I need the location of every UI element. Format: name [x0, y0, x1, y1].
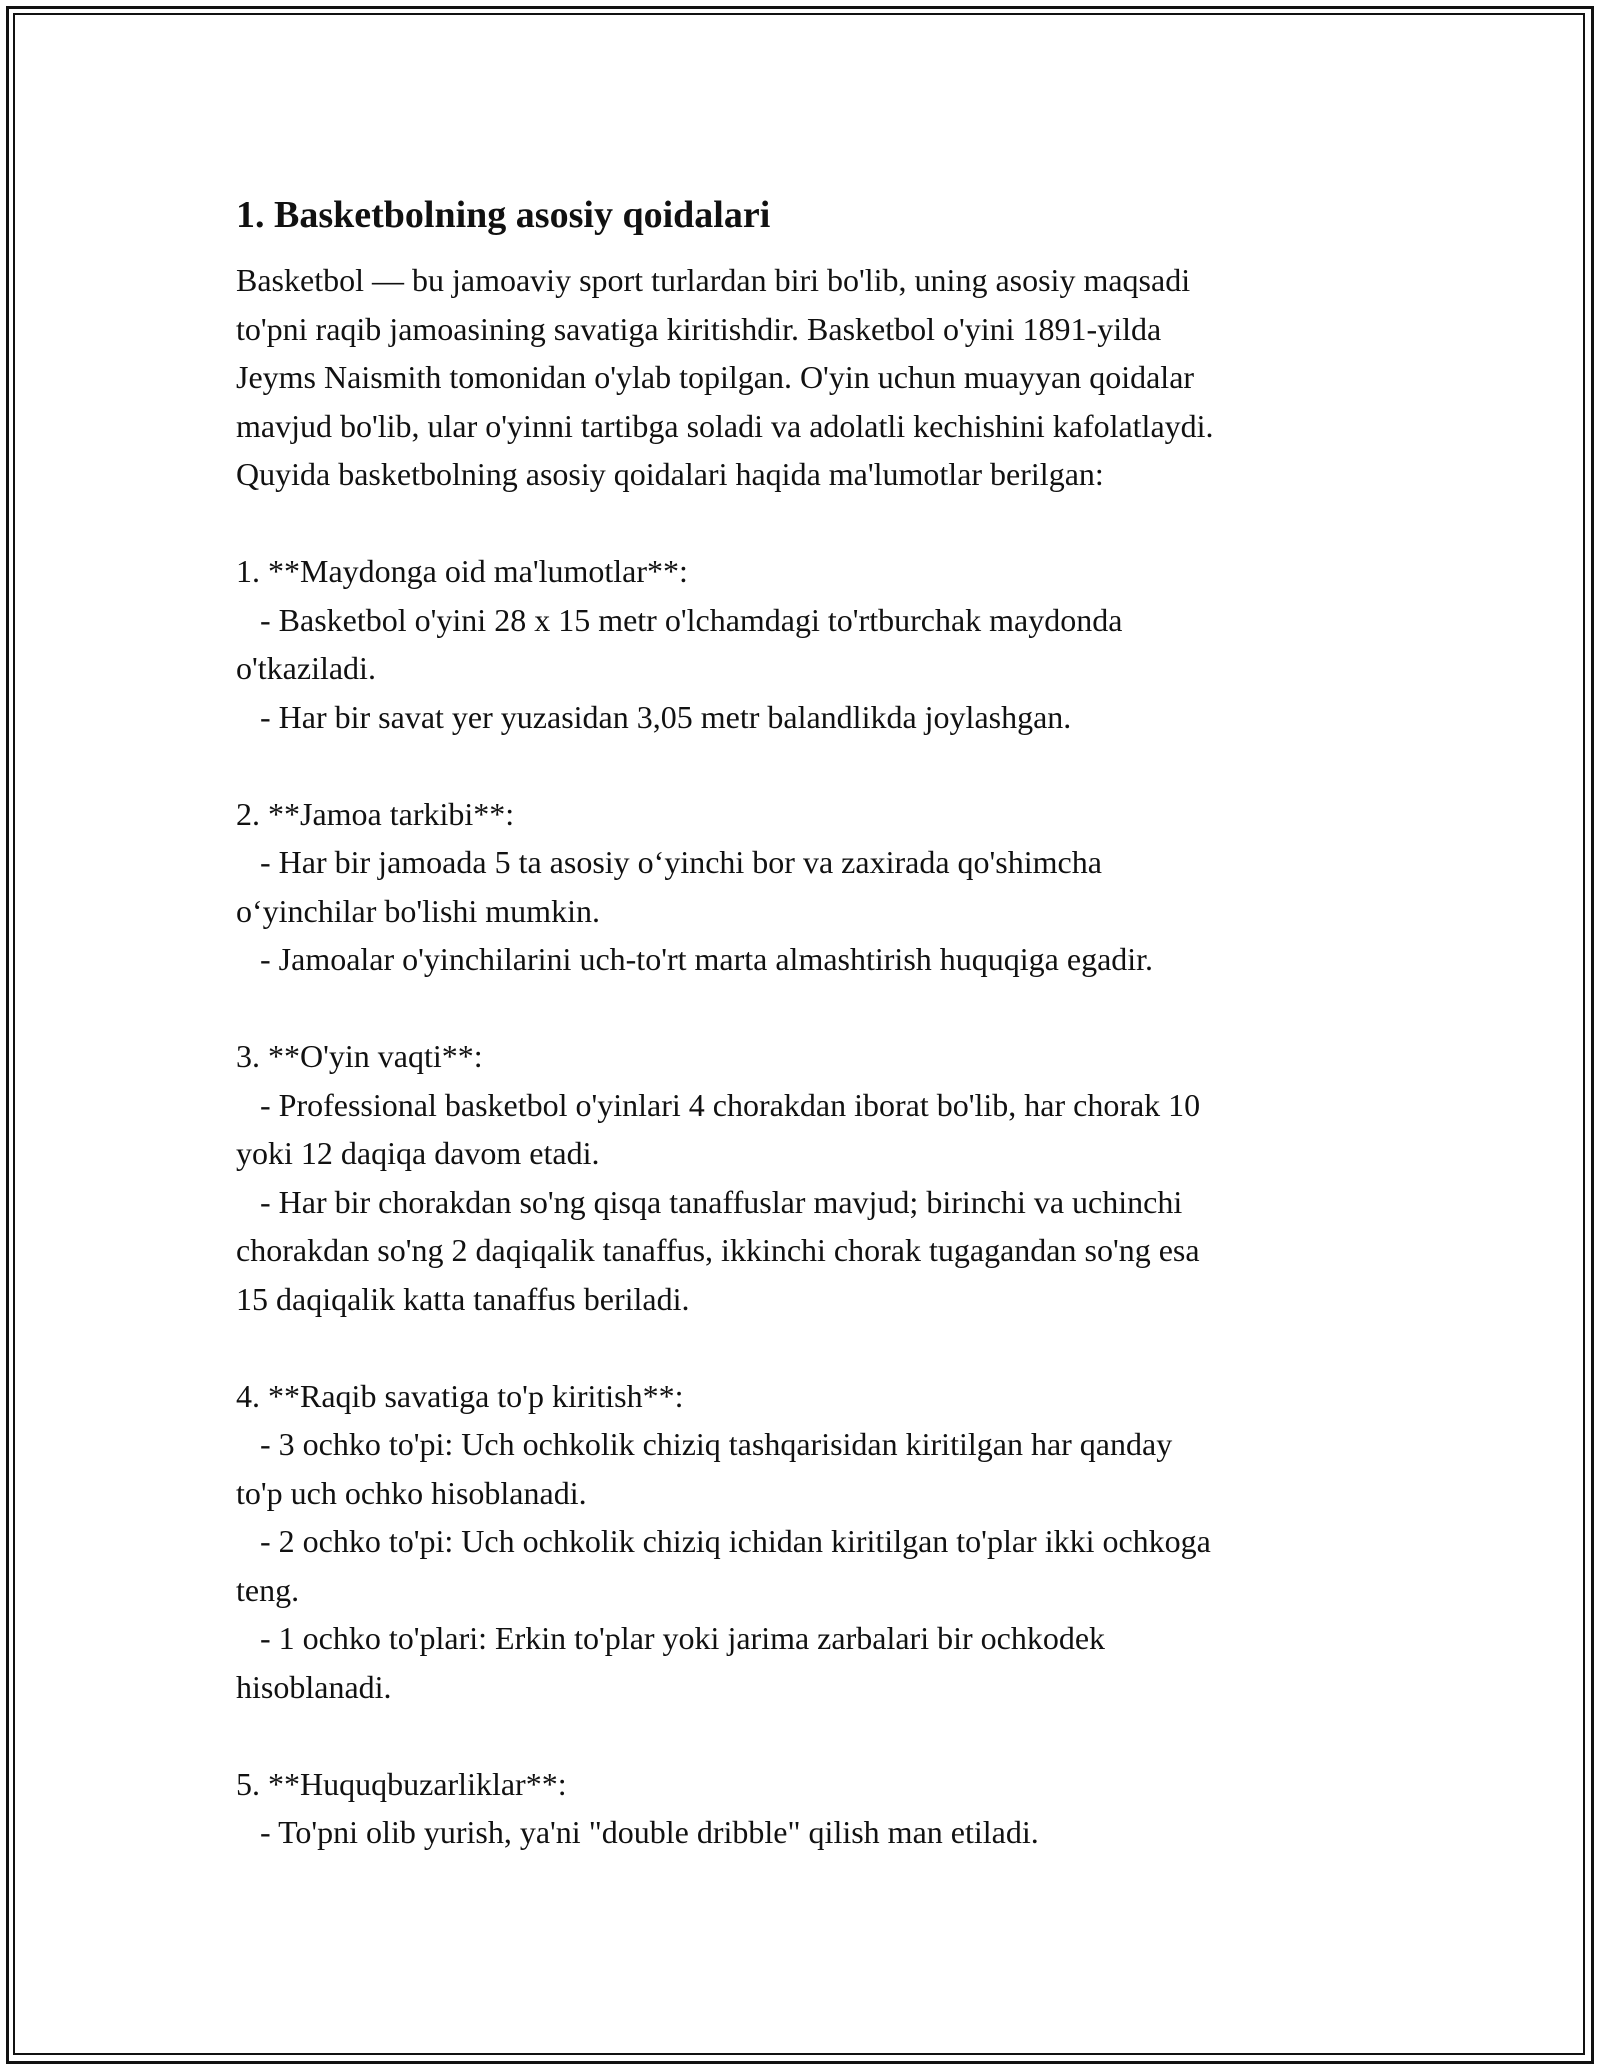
- section-maydon: [236, 499, 1376, 742]
- section-title: 5. **Huquqbuzarliklar**:: [236, 1765, 567, 1802]
- section-title: 4. **Raqib savatiga to'p kiritish**:: [236, 1377, 684, 1414]
- section-line: - Jamoalar o'yinchilarini uch-to'rt marta almashtirish huquqiga egadir.: [236, 941, 1154, 977]
- section-title: 1. **Maydonga oid ma'lumotlar**:: [236, 553, 688, 589]
- section-line: - Har bir savat yer yuzasidan 3,05 metr balandlikda joylashgan.: [236, 698, 1072, 735]
- section-line: - 3 ochko to'pi: Uch ochkolik chiziq tashqarisidan kiritilgan har qanday: [236, 1426, 1173, 1462]
- intro-line: Jeyms Naismith tomonidan o'ylab topilgan. O'yin uchun muayyan qoidalar: [236, 359, 1195, 395]
- section-spacer: [236, 1711, 1376, 1760]
- section-jamoa: [236, 741, 1376, 984]
- section-line: o‘yinchilar bo'lishi mumkin.: [236, 892, 600, 929]
- intro-paragraph: [236, 256, 1376, 499]
- section-line: - Har bir chorakdan so'ng qisqa tanaffuslar mavjud; birinchi va uchinchi: [236, 1183, 1183, 1220]
- section-line: hisoblanadi.: [236, 1668, 392, 1705]
- section-huquqbuzarlik: [236, 1711, 1376, 1857]
- section-spacer: [236, 1323, 1376, 1372]
- section-line: o'tkaziladi.: [236, 650, 376, 686]
- document-body: [236, 186, 1376, 1857]
- section-line: - 1 ochko to'plari: Erkin to'plar yoki jarima zarbalari bir ochkodek: [236, 1620, 1106, 1656]
- section-spacer: [236, 741, 1376, 790]
- intro-line: Quyida basketbolning asosiy qoidalari haqida ma'lumotlar berilgan:: [236, 456, 1104, 492]
- section-line: to'p uch ochko hisoblanadi.: [236, 1474, 587, 1511]
- section-line: - To'pni olib yurish, ya'ni "double dribble" qilish man etiladi.: [236, 1814, 1039, 1850]
- section-vaqt: [236, 984, 1376, 1324]
- intro-line: to'pni raqib jamoasining savatiga kiritishdir. Basketbol o'yini 1891-yilda: [236, 310, 1162, 347]
- section-spacer: [236, 499, 1376, 548]
- section-ochko: [236, 1323, 1376, 1711]
- section-title: 2. **Jamoa tarkibi**:: [236, 795, 515, 832]
- intro-line: Basketbol — bu jamoaviy sport turlardan biri bo'lib, uning asosiy maqsadi: [236, 262, 1191, 298]
- section-title: 3. **O'yin vaqti**:: [236, 1038, 483, 1074]
- section-line: - Professional basketbol o'yinlari 4 chorakdan iborat bo'lib, har chorak 10: [236, 1086, 1201, 1123]
- section-line: 15 daqiqalik katta tanaffus beriladi.: [236, 1280, 690, 1317]
- section-line: yoki 12 daqiqa davom etadi.: [236, 1135, 600, 1171]
- section-line: teng.: [236, 1571, 300, 1608]
- section-line: - 2 ochko to'pi: Uch ochkolik chiziq ichidan kiritilgan to'plar ikki ochkoga: [236, 1523, 1211, 1559]
- section-line: chorakdan so'ng 2 daqiqalik tanaffus, ikkinchi chorak tugagandan so'ng esa: [236, 1232, 1200, 1268]
- section-line: - Basketbol o'yini 28 x 15 metr o'lchamdagi to'rtburchak maydonda: [236, 601, 1123, 638]
- section-spacer: [236, 984, 1376, 1033]
- section-line: - Har bir jamoada 5 ta asosiy o‘yinchi bor va zaxirada qo'shimcha: [236, 844, 1102, 880]
- page-title: 1. Basketbolning asosiy qoidalari: [236, 194, 771, 236]
- intro-line: mavjud bo'lib, ular o'yinni tartibga soladi va adolatli kechishini kafolatlaydi.: [236, 407, 1214, 444]
